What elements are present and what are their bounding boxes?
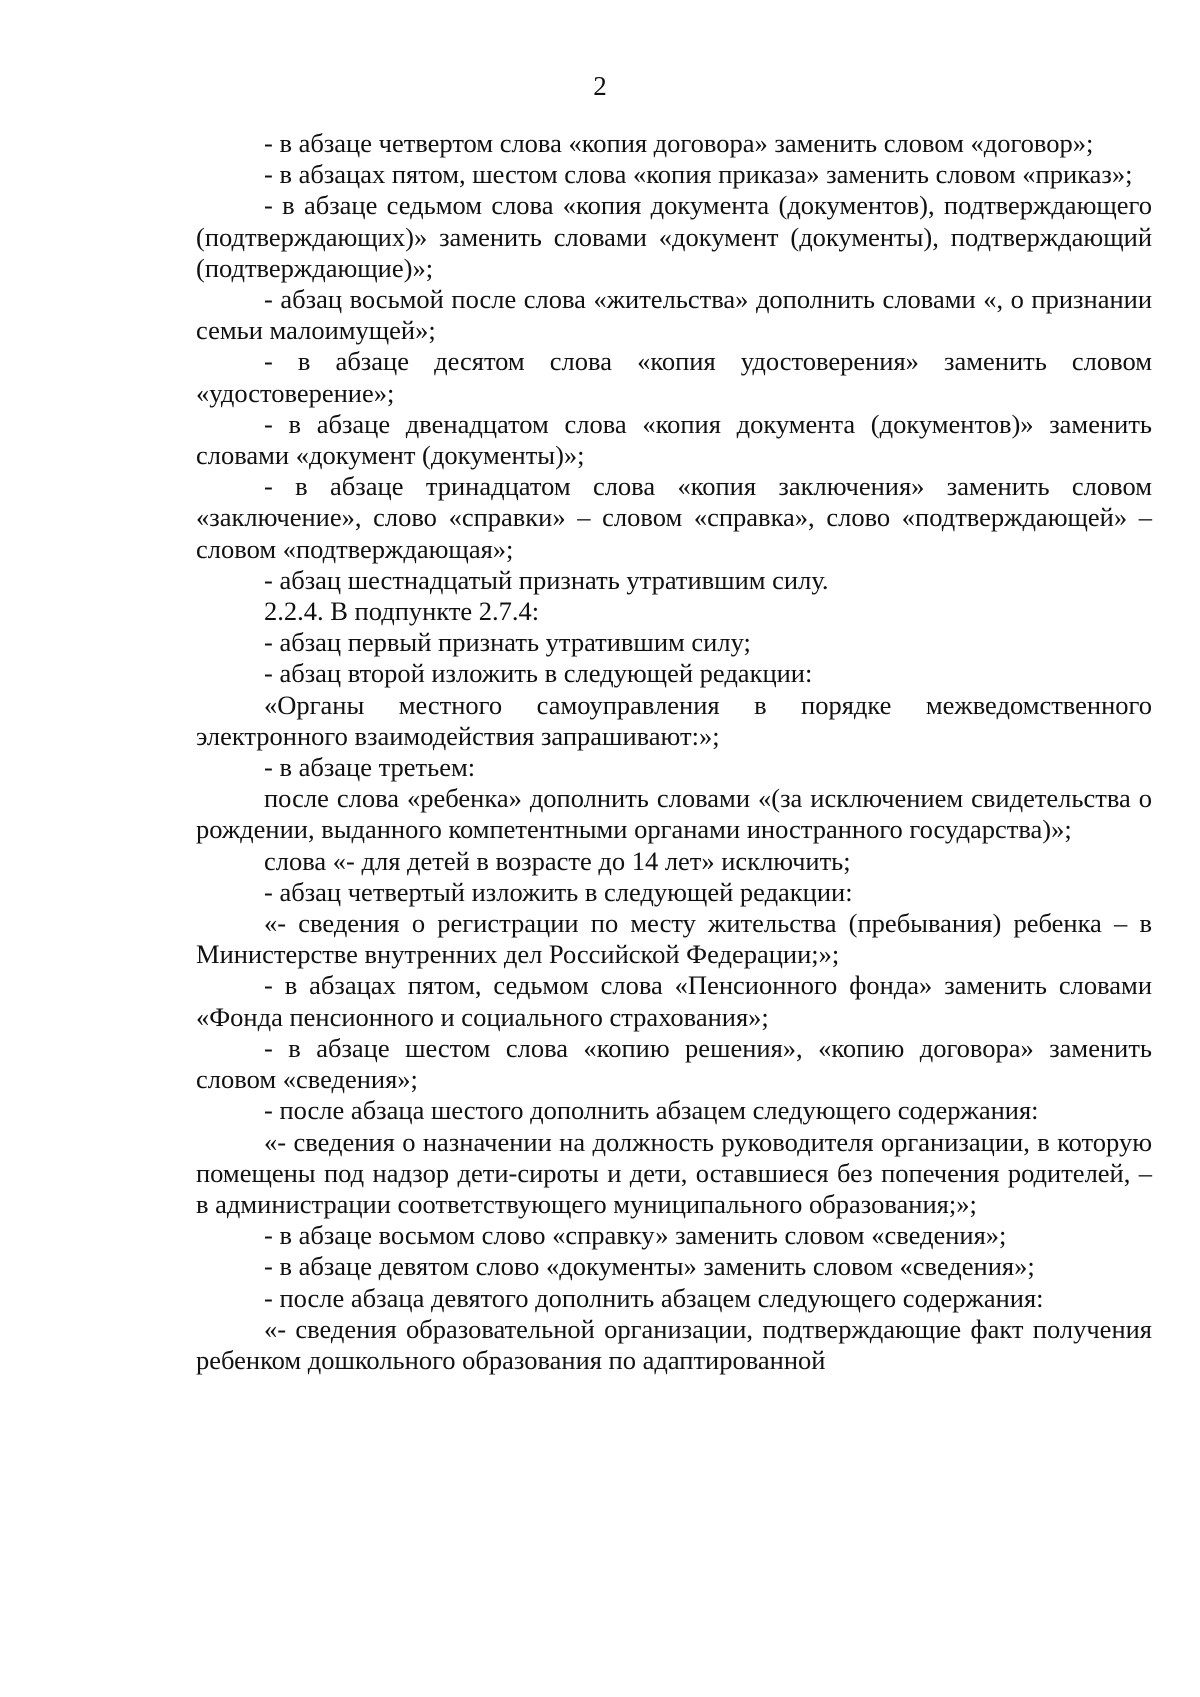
subsection-heading: 2.2.4. В подпункте 2.7.4: xyxy=(264,596,540,627)
paragraph: - в абзаце двенадцатом слова «копия документа (документов)» заменить словами «документ (документы)»; xyxy=(196,408,1152,471)
paragraph: - в абзаце шестом слова «копию решения», «копию договора» заменить словом «сведения»; xyxy=(196,1032,1152,1095)
paragraph: - в абзацах пятом, седьмом слова «Пенсионного фонда» заменить словами «Фонда пенсионного и социального страхования»; xyxy=(196,970,1152,1032)
paragraph: «- сведения о регистрации по месту жительства (пребывания) ребенка – в Министерстве внутренних дел Российской Федерации;»; xyxy=(196,908,1152,970)
document-body xyxy=(196,128,1152,1376)
paragraph: - в абзаце восьмом слово «справку» заменить словом «сведения»; xyxy=(264,1220,1007,1251)
paragraph: - в абзаце тринадцатом слова «копия заключения» заменить словом «заключение», слово «справки» – словом «справка», слово «подтверждающей» – словом «подтверждающая»; xyxy=(196,471,1152,564)
paragraph: - после абзаца девятого дополнить абзацем следующего содержания: xyxy=(264,1282,1044,1313)
paragraph: - в абзацах пятом, шестом слова «копия приказа» заменить словом «приказ»; xyxy=(264,159,1133,190)
paragraph: - в абзаце четвертом слова «копия договора» заменить словом «договор»; xyxy=(264,128,1094,158)
paragraph: - в абзаце девятом слово «документы» заменить словом «сведения»; xyxy=(264,1251,1035,1282)
paragraph: «Органы местного самоуправления в порядке межведомственного электронного взаимодействия запрашивают:»; xyxy=(196,689,1152,751)
paragraph: - абзац четвертый изложить в следующей редакции: xyxy=(264,876,853,907)
paragraph: - абзац второй изложить в следующей редакции: xyxy=(264,658,813,689)
paragraph: - в абзаце седьмом слова «копия документа (документов), подтверждающего (подтверждающих)» заменить словами «документ (документы), подтверждающий (подтверждающие)»; xyxy=(196,190,1152,283)
paragraph: - абзац шестнадцатый признать утратившим силу. xyxy=(264,564,829,595)
paragraph: - в абзаце десятом слова «копия удостоверения» заменить словом «удостоверение»; xyxy=(196,346,1152,408)
page-number: 2 xyxy=(593,71,607,101)
paragraph: - абзац восьмой после слова «жительства» дополнить словами «, о признании семьи малоимущей»; xyxy=(196,284,1152,346)
paragraph: «- сведения образовательной организации, подтверждающие факт получения ребенком дошкольного образования по адаптированной xyxy=(196,1313,1152,1375)
paragraph: «- сведения о назначении на должность руководителя организации, в которую помещены под надзор дети-сироты и дети, оставшиеся без попечения родителей, – в администрации соответствующего муниципального образования;»; xyxy=(196,1126,1152,1219)
paragraph: слова «- для детей в возрасте до 14 лет» исключить; xyxy=(264,845,851,876)
paragraph: после слова «ребенка» дополнить словами «(за исключением свидетельства о рождении, выданного компетентными органами иностранного государства)»; xyxy=(196,783,1152,845)
paragraph: - после абзаца шестого дополнить абзацем следующего содержания: xyxy=(264,1095,1039,1126)
paragraph: - абзац первый признать утратившим силу; xyxy=(264,627,751,658)
paragraph: - в абзаце третьем: xyxy=(264,752,476,783)
